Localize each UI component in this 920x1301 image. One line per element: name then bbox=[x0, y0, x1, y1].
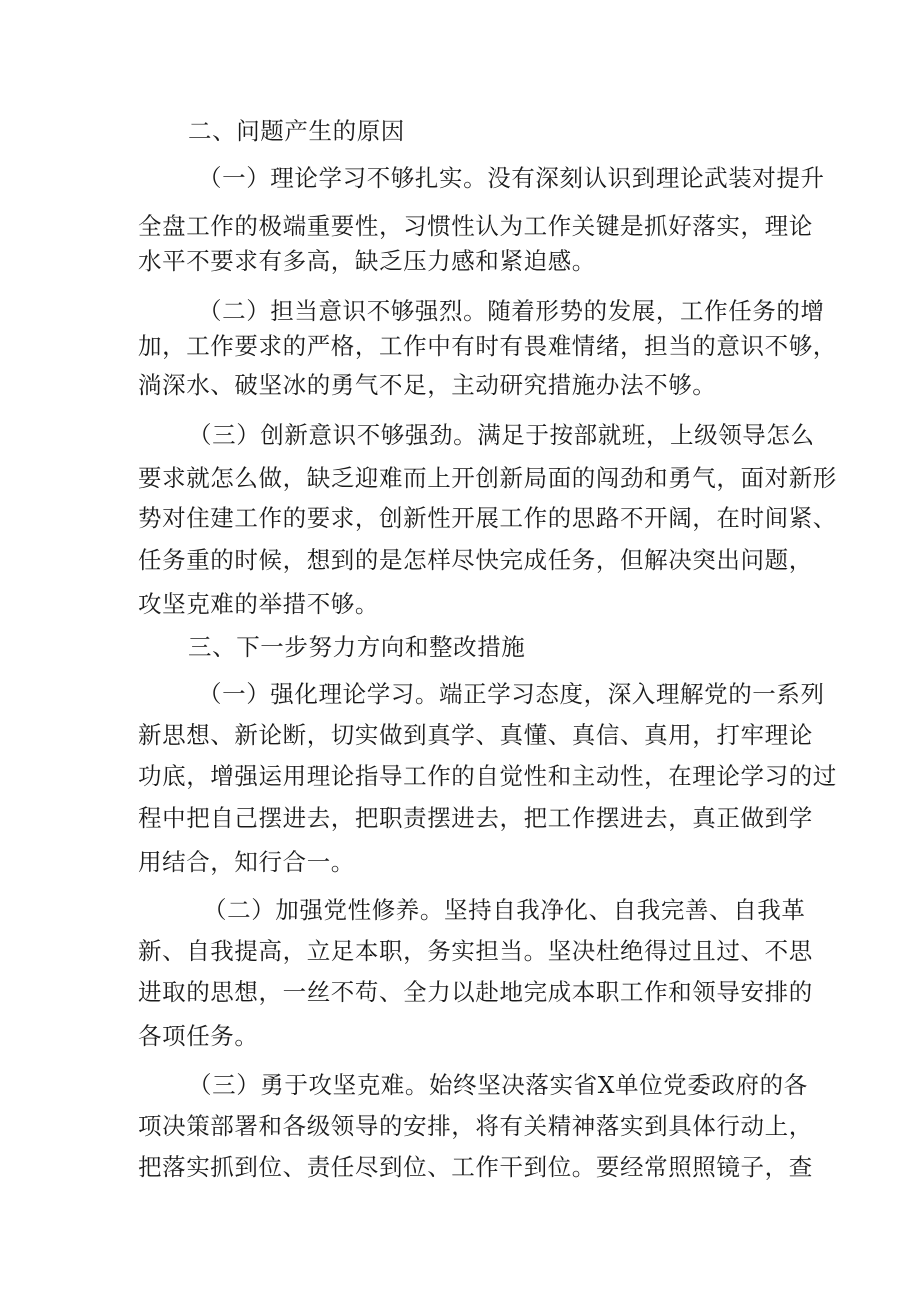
paragraph-line: 全盘工作的极端重要性，习惯性认为工作关键是抓好落实，理论 bbox=[138, 212, 813, 240]
section-heading-causes: 二、问题产生的原因 bbox=[188, 117, 405, 145]
paragraph-line: 把落实抓到位、责任尽到位、工作干到位。要经常照照镜子，查 bbox=[138, 1153, 813, 1181]
paragraph-line: （二）加强党性修养。坚持自我净化、自我完善、自我革 bbox=[203, 896, 806, 924]
paragraph-line: 程中把自己摆进去，把职责摆进去，把工作摆进去，真正做到学 bbox=[138, 804, 813, 832]
paragraph-line: 新、自我提高，立足本职，务实担当。坚决杜绝得过且过、不思 bbox=[138, 937, 813, 965]
paragraph-line: 势对住建工作的要求，创新性开展工作的思路不开阔，在时间紧、 bbox=[138, 504, 837, 532]
section-heading-measures: 三、下一步努力方向和整改措施 bbox=[188, 633, 526, 661]
paragraph-line: 水平不要求有多高，缺乏压力感和紧迫感。 bbox=[138, 247, 596, 275]
paragraph-line: 用结合，知行合一。 bbox=[138, 848, 355, 876]
paragraph-line: （一）强化理论学习。端正学习态度，深入理解党的一系列 bbox=[198, 680, 825, 708]
paragraph-line: 要求就怎么做，缺乏迎难而上开创新局面的闯劲和勇气，面对新形 bbox=[138, 464, 837, 492]
paragraph-line: 任务重的时候，想到的是怎样尽快完成任务，但解决突出问题， bbox=[138, 546, 813, 574]
paragraph-line: 淌深水、破坚冰的勇气不足，主动研究措施办法不够。 bbox=[138, 371, 717, 399]
paragraph-line: （二）担当意识不够强烈。随着形势的发展，工作任务的增 bbox=[198, 297, 825, 325]
paragraph-line: 功底，增强运用理论指导工作的自觉性和主动性，在理论学习的过 bbox=[138, 762, 837, 790]
paragraph-line: 加，工作要求的严格，工作中有时有畏难情绪，担当的意识不够， bbox=[138, 332, 837, 360]
paragraph-line: 项决策部署和各级领导的安排，将有关精神落实到具体行动上， bbox=[138, 1112, 813, 1140]
paragraph-line: 攻坚克难的举措不够。 bbox=[138, 590, 379, 618]
paragraph-line: （三）创新意识不够强劲。满足于按部就班，上级领导怎么 bbox=[188, 421, 815, 449]
paragraph-line: 新思想、新论断，切实做到真学、真懂、真信、真用，打牢理论 bbox=[138, 721, 813, 749]
paragraph-line: （一）理论学习不够扎实。没有深刻认识到理论武装对提升 bbox=[198, 164, 825, 192]
paragraph-line: 进取的思想，一丝不苟、全力以赴地完成本职工作和领导安排的 bbox=[138, 978, 813, 1006]
paragraph-line: 各项任务。 bbox=[138, 1022, 259, 1050]
paragraph-line: （三）勇于攻坚克难。始终坚决落实省X单位党委政府的各 bbox=[188, 1071, 808, 1099]
